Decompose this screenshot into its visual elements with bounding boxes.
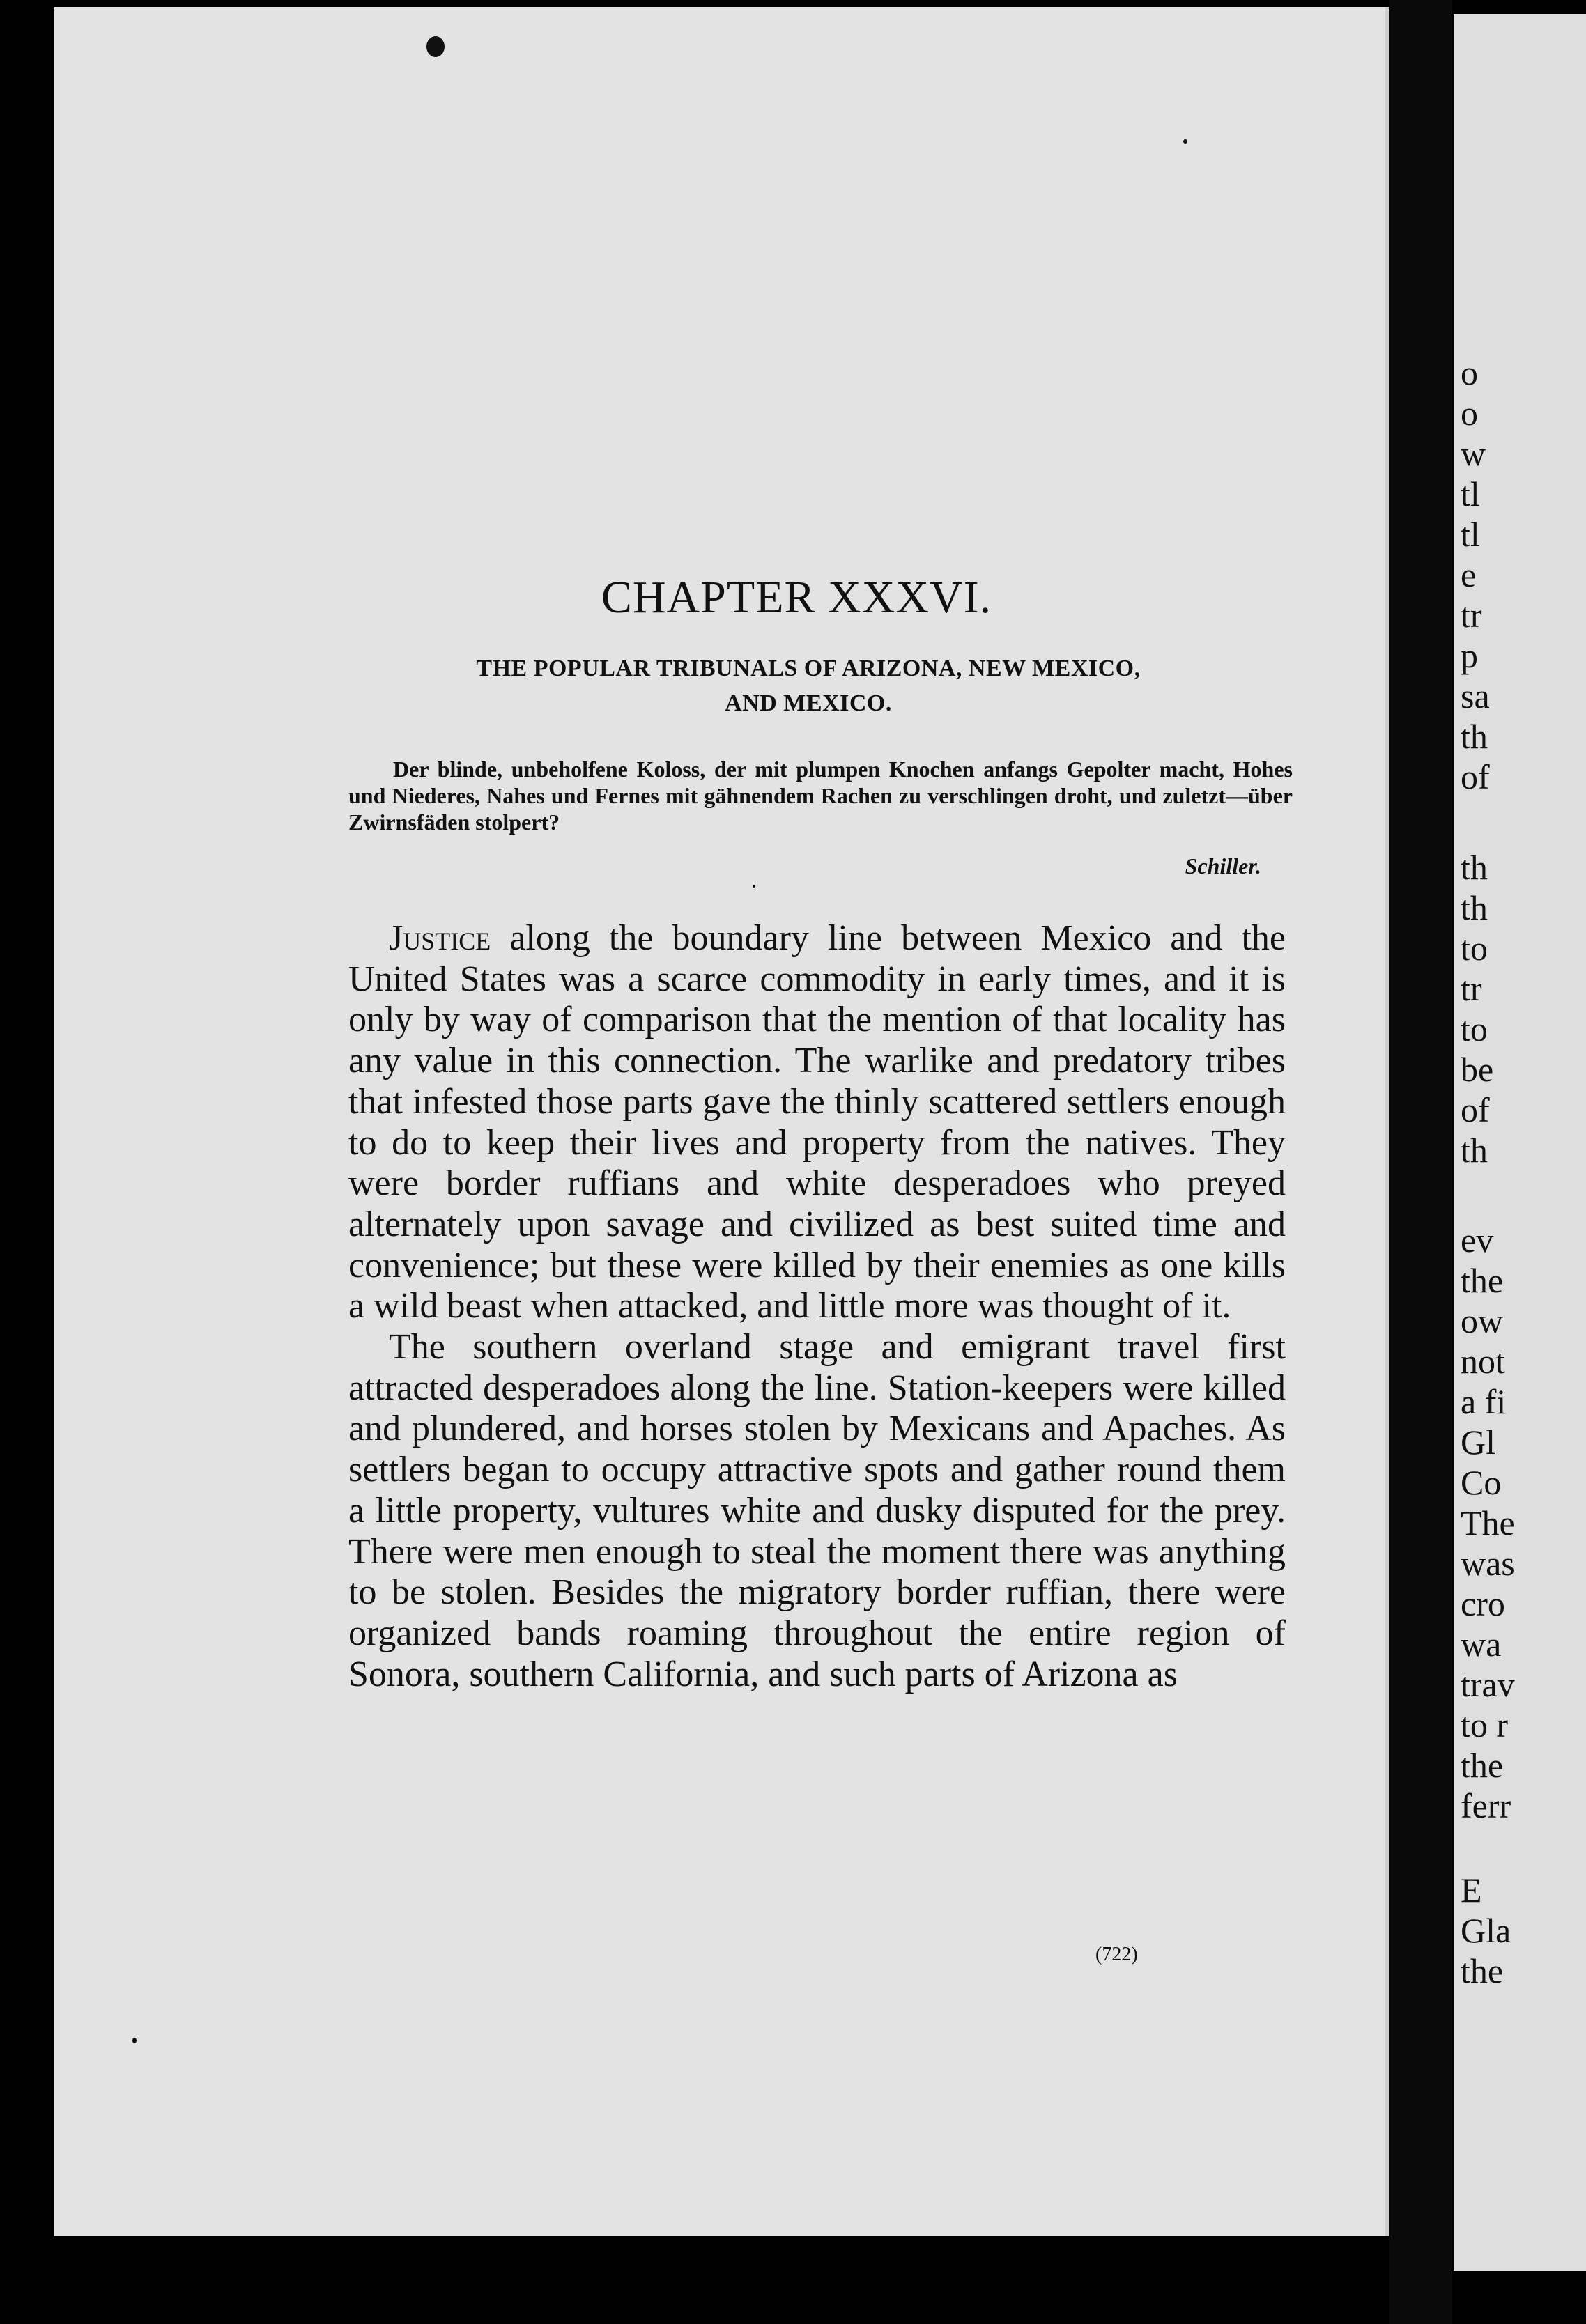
facing-page-fragment: Gla — [1461, 1911, 1511, 1950]
ink-speck — [753, 885, 755, 888]
facing-page-fragment: sa — [1461, 676, 1490, 715]
facing-page-fragment: E — [1461, 1870, 1482, 1909]
paragraph-lead-word: Justice — [389, 918, 491, 958]
facing-page-fragment: the — [1461, 1746, 1504, 1785]
facing-page-fragment: th — [1461, 888, 1488, 927]
facing-page-fragment: p — [1461, 636, 1478, 675]
facing-page-fragment: be — [1461, 1050, 1494, 1089]
book-gutter — [1389, 0, 1452, 2324]
facing-page-fragment: to — [1461, 929, 1488, 968]
facing-page-fragment: th — [1461, 1131, 1488, 1170]
facing-page-fragment: tl — [1461, 474, 1480, 513]
facing-page-fragment: tr — [1461, 969, 1482, 1008]
facing-page — [1454, 14, 1586, 2271]
facing-page-fragment: th — [1461, 717, 1488, 756]
facing-page-fragment: of — [1461, 1090, 1490, 1129]
paragraph — [348, 918, 1286, 1327]
facing-page-fragment: o — [1461, 353, 1478, 392]
facing-page-fragment: trav — [1461, 1665, 1515, 1704]
chapter-subtitle-line: AND MEXICO. — [725, 690, 892, 716]
facing-page-fragments — [1454, 14, 1586, 2271]
ink-speck — [426, 36, 445, 57]
epigraph: Der blinde, unbeholfene Koloss, der mit plumpen Knochen anfangs Gepolter macht, Hohes und Niederes, Nahes und Fernes mit gähnendem Rachen zu verschlingen droht, und zuletzt—über Zwirnsfäden stolpert? — [348, 757, 1293, 835]
facing-page-fragment: th — [1461, 848, 1488, 887]
facing-page-fragment: The — [1461, 1503, 1515, 1542]
epigraph-attribution: Schiller. — [1185, 853, 1261, 878]
facing-page-fragment: tr — [1461, 596, 1482, 635]
facing-page-fragment: w — [1461, 434, 1486, 473]
paragraph: The southern overland stage and emigrant travel first attracted desperadoes along the line. Station-keepers were killed and plundered, and horses stolen by Mexicans and Apaches. As settlers began to occupy attractive spots and gather round them a little property, vultures white and dusky disputed for the prey. There were men enough to steal the moment there was anything to be stolen. Besides the migratory border ruffian, there were organized bands roaming throughout the entire region of Sonora, southern California, and such parts of Arizona as — [348, 1327, 1286, 1694]
paragraph-text: along the boundary line between Mexico and the United States was a scarce commodity in early times, and it is only by way of comparison that the mention of that locality has any value in this connection. The warlike and predatory tribes that infested those parts gave the thinly scattered settlers enough to do to keep their lives and property from the natives. They were border ruffians and white desperadoes who preyed alternately upon savage and civilized as best suited time and convenience; but these were killed by their enemies as one kills a wild beast when attacked, and little more was thought of it. — [348, 918, 1286, 1326]
facing-page-fragment: not — [1461, 1342, 1505, 1381]
facing-page-fragment: of — [1461, 757, 1490, 796]
chapter-title: CHAPTER XXXVI. — [601, 572, 992, 623]
facing-page-fragment: Co — [1461, 1463, 1502, 1502]
chapter-subtitle-line: THE POPULAR TRIBUNALS OF ARIZONA, NEW MEXICO, — [476, 656, 1141, 681]
facing-page-fragment: a fi — [1461, 1382, 1507, 1421]
ink-speck — [132, 2038, 137, 2043]
facing-page-fragment: ferr — [1461, 1786, 1511, 1825]
facing-page-fragment: the — [1461, 1261, 1504, 1300]
facing-page-fragment: e — [1461, 555, 1477, 594]
facing-page-fragment: the — [1461, 1951, 1504, 1990]
facing-page-fragment: to — [1461, 1009, 1488, 1048]
chapter-subtitle — [348, 651, 1268, 721]
body-text — [348, 918, 1286, 1695]
facing-page-fragment: ev — [1461, 1221, 1494, 1260]
facing-page-fragment: Gl — [1461, 1423, 1495, 1462]
facing-page-fragment: o — [1461, 394, 1478, 433]
facing-page-fragment: wa — [1461, 1625, 1502, 1664]
ink-speck — [1183, 139, 1187, 144]
facing-page-fragment: tl — [1461, 515, 1480, 554]
facing-page-fragment: was — [1461, 1544, 1515, 1583]
facing-page-fragment: ow — [1461, 1301, 1504, 1340]
page-number: (722) — [1095, 1944, 1138, 1965]
facing-page-fragment: cro — [1461, 1584, 1505, 1623]
facing-page-fragment: to r — [1461, 1705, 1509, 1744]
